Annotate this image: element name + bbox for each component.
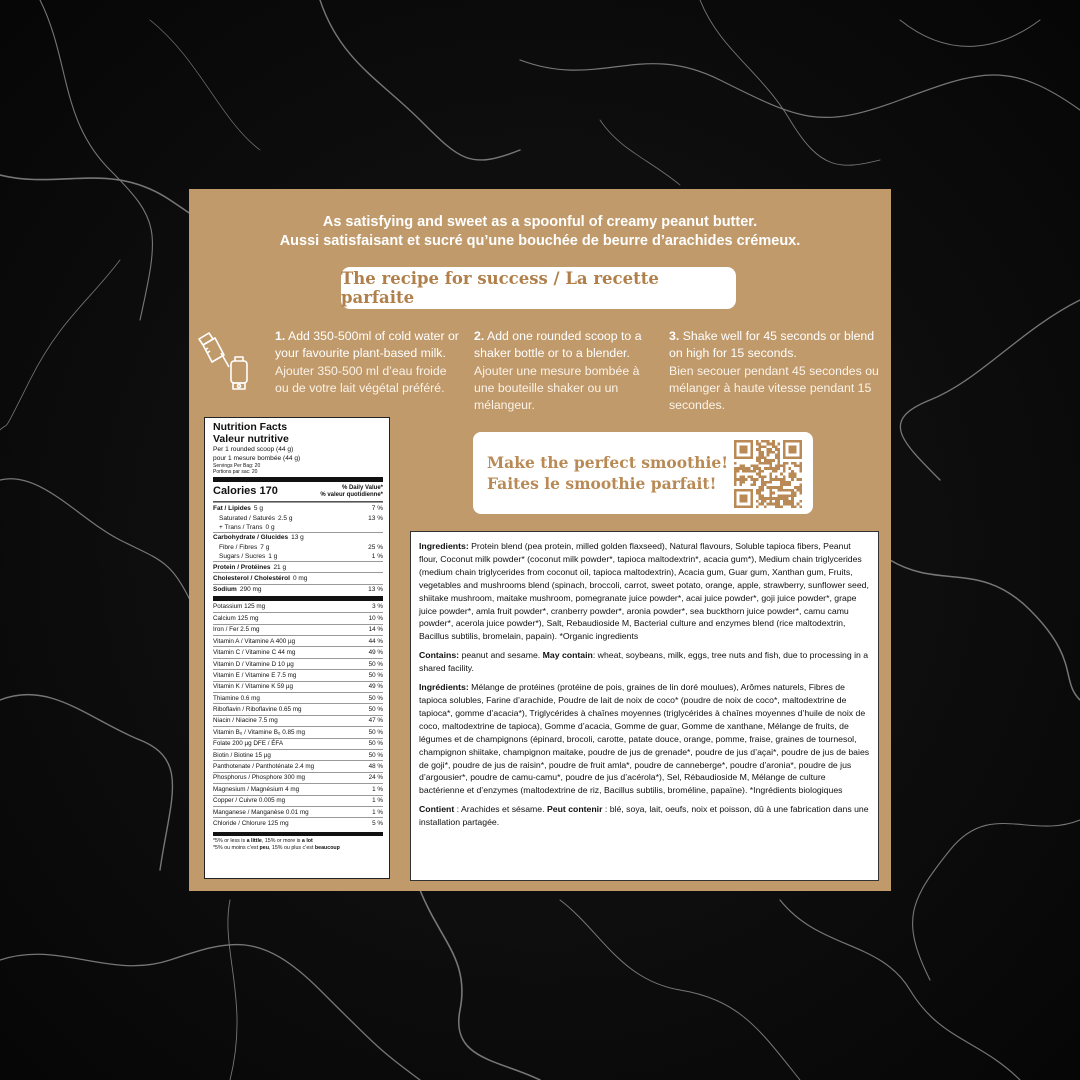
nutrient-amount: 13 g [291, 534, 304, 542]
peut-contenir-text: : blé, soya, lait, oeufs, noix et poisson, dû à une fabrication dans une installation partagée. [419, 804, 869, 828]
qr-code[interactable] [734, 440, 802, 508]
footnote-text: *5% ou moins c’est [213, 844, 260, 851]
step-3-en: Shake well for 45 seconds or blend on high for 15 seconds. [669, 329, 875, 360]
vitamin-label: Vitamin B₆ / Vitamine B₆ 0.85 mg [213, 728, 305, 736]
ingredients-en [419, 540, 870, 643]
vitamin-label: Chloride / Chlorure 125 mg [213, 820, 289, 827]
nutrition-title-en: Nutrition Facts [213, 421, 288, 433]
nutrient-amount: 5 g [253, 505, 263, 513]
nutrient-row-sodium [213, 584, 383, 595]
step-1 [275, 328, 460, 397]
vitamin-dv: 49 % [368, 649, 383, 657]
calories: Calories 170 [213, 485, 278, 498]
step-2-en: Add one rounded scoop to a shaker bottle or to a blender. [474, 329, 642, 360]
nutrient-label: Saturated / Saturés [219, 514, 276, 522]
vitamin-label: Magnesium / Magnésium 4 mg [213, 785, 300, 793]
nutrient-label: Carbohydrate / Glucides [213, 534, 289, 542]
vitamin-row [213, 772, 383, 783]
nutrition-title-fr: Valeur nutritive [213, 432, 289, 445]
footnote-text: *5% or less is [213, 837, 247, 844]
contains-text: peanut and sesame. [461, 650, 541, 661]
tagline [189, 213, 891, 251]
vitamin-row [213, 726, 383, 737]
daily-value-en: % Daily Value* [341, 485, 383, 492]
vitamin-label: Biotin / Biotine 15 µg [213, 751, 271, 759]
nutrient-dv: 1 % [371, 553, 383, 560]
tagline-fr: Aussi satisfaisant et sucré qu’une bouchée de beurre d’arachides crémeux. [279, 233, 801, 249]
vitamin-dv: 1 % [372, 785, 383, 793]
vitamin-dv: 1 % [372, 797, 383, 805]
nutrient-dv: 7 % [371, 505, 383, 513]
vitamin-dv: 14 % [368, 626, 383, 634]
nutrient-label: Protein / Protéines [213, 563, 271, 571]
nutrient-label: Fat / Lipides [213, 505, 251, 513]
contains-label: Contains: [419, 650, 460, 661]
nutrient-label: Cholesterol / Cholestérol [213, 574, 290, 582]
footnote-bold: peu [259, 844, 269, 851]
serving-size-fr: pour 1 mesure bombée (44 g) [213, 455, 301, 463]
vitamin-row [213, 612, 383, 623]
vitamin-label: Riboflavin / Riboflavine 0.65 mg [213, 706, 302, 714]
vitamin-row [213, 783, 383, 794]
vitamin-dv: 50 % [368, 694, 383, 702]
vitamin-row [213, 692, 383, 703]
vitamin-row [213, 760, 383, 771]
vitamin-dv: 10 % [368, 614, 383, 622]
vitamin-dv: 50 % [368, 728, 383, 736]
nutrition-facts-table [204, 417, 390, 879]
vitamin-row [213, 681, 383, 692]
nutrient-dv: 13 % [368, 514, 383, 522]
tagline-en: As satisfying and sweet as a spoonful of creamy peanut butter. [322, 214, 758, 230]
vitamin-label: Phosphorus / Phosphore 300 mg [213, 774, 306, 782]
step-1-fr: Ajouter 350-500 ml d’eau froide ou de votre lait végétal préféré. [275, 364, 447, 395]
allergens-en [419, 649, 870, 675]
vitamin-label: Vitamin D / Vitamine D 10 µg [213, 660, 294, 668]
vitamin-label: Folate 200 µg DFE / ÉFA [213, 740, 284, 748]
nutrient-row-fat [213, 502, 383, 513]
footnote-text: , 15% ou plus c’est [268, 844, 315, 851]
vitamin-label: Potassium 125 mg [213, 603, 266, 611]
step-3 [669, 328, 883, 414]
ingredients-fr [419, 681, 870, 797]
nutrient-row-cholesterol [213, 572, 383, 583]
vitamin-dv: 50 % [368, 671, 383, 679]
nutrient-dv: 25 % [368, 544, 383, 551]
nutrient-amount: 2.5 g [278, 514, 293, 522]
vitamin-dv: 1 % [372, 808, 383, 816]
nutrient-amount: 7 g [260, 544, 270, 551]
nutrient-label: + Trans / Trans [219, 523, 263, 531]
smoothie-line-fr: Faites le smoothie parfait! [487, 474, 717, 493]
nutrient-row-protein [213, 561, 383, 572]
product-panel [189, 189, 891, 891]
vitamin-label: Copper / Cuivre 0.005 mg [213, 797, 286, 805]
nutrient-amount: 290 mg [239, 586, 262, 594]
vitamin-dv: 5 % [372, 820, 383, 827]
ingredients-fr-label: Ingrédients: [419, 682, 469, 693]
servings-fr: Portions par sac: 20 [213, 469, 258, 476]
vitamin-row [213, 624, 383, 635]
vitamin-row [213, 749, 383, 760]
vitamin-label: Manganese / Manganèse 0.01 mg [213, 808, 309, 816]
vitamin-label: Vitamin A / Vitamine A 400 µg [213, 637, 296, 645]
vitamin-label: Vitamin K / Vitamine K 59 µg [213, 683, 294, 691]
vitamin-dv: 47 % [368, 717, 383, 725]
vitamin-label: Vitamin E / Vitamine E 7.5 mg [213, 671, 297, 679]
vitamin-label: Thiamine 0.6 mg [213, 694, 260, 702]
nutrient-row-carbohydrate [213, 532, 383, 543]
nutrient-amount: 0 g [265, 523, 275, 531]
footnote-bold: a lot [301, 837, 313, 844]
smoothie-banner [473, 432, 813, 514]
vitamin-label: Iron / Fer 2.5 mg [213, 626, 260, 634]
step-2-fr: Ajouter une mesure bombée à une bouteille shaker ou un mélangeur. [474, 364, 640, 412]
nutrient-dv: 13 % [368, 586, 383, 594]
nutrient-row-sugars [213, 552, 383, 561]
vitamin-dv: 50 % [368, 740, 383, 748]
nutrient-row-saturated [213, 514, 383, 523]
allergens-fr [419, 803, 870, 829]
smoothie-line-en: Make the perfect smoothie! [487, 453, 729, 472]
ingredients-en-label: Ingredients: [419, 541, 469, 551]
vitamin-label: Niacin / Niacine 7.5 mg [213, 717, 278, 725]
may-contain-text: : wheat, soybeans, milk, eggs, tree nuts and fish, due to processing in a shared facility. [419, 650, 869, 674]
vitamin-row [213, 646, 383, 657]
step-1-en: Add 350-500ml of cold water or your favourite plant-based milk. [275, 329, 459, 360]
ingredients-fr-text: Mélange de protéines (protéine de pois, graines de lin doré moulues), Arômes naturels, Fibres de tapioca solubles, Farine d’arachide, Poudre de lait de noix de coco* (poudre de noix de coco*, maltodextrine de tapioca*, gomme d’acacia*), Triglycérides à chaînes moyennes (triglycérides à chaînes moyennes d’huile de noix de coco, maltodextrine de tapioca), Gomme d’acacia, Gomme de guar, Gomme de xanthane, Mélange de fruits, de légumes et de champignons (épinard, brocoli, carotte, patate douce, orange, pomme, fraise, graines de tournesol, champignon shiitake, champignon maitake, poudre de jus de grenade*, poudre de jus d’açai*, poudre de jus de baies de goji*, poudre de jus de raisin*, poudre de fruit amla*, poudre de canneberge*, poudre d’aronia*, poudre de jus d’argousier*, poudre de camu-camu*, poudre de jus d’acérola*), Sel, Rébaudioside M, Mélange de culture bactérienne et d’enzymes (maltodextrine de riz, Bacillus subtilis, broméline, papaïne). *Ingrédients biologiques [419, 682, 870, 796]
contient-label: Contient [419, 804, 455, 815]
vitamin-label: Vitamin C / Vitamine C 44 mg [213, 649, 296, 657]
vitamin-row [213, 715, 383, 726]
vitamin-label: Calcium 125 mg [213, 614, 259, 622]
nutrient-row-trans [213, 523, 383, 532]
vitamin-row [213, 806, 383, 817]
vitamin-row [213, 738, 383, 749]
vitamin-dv: 49 % [368, 683, 383, 691]
vitamin-row [213, 795, 383, 806]
footnote-bold: beaucoup [314, 844, 340, 851]
serving-size-en: Per 1 rounded scoop (44 g) [213, 446, 294, 453]
vitamin-dv: 3 % [372, 603, 383, 611]
may-contain-label: May contain [542, 650, 593, 661]
peut-contenir-label: Peut contenir [546, 804, 603, 815]
step-1-number: 1. [275, 329, 286, 343]
recipe-title-badge [341, 267, 736, 309]
vitamin-row [213, 658, 383, 669]
ingredients-en-text: Protein blend (pea protein, milled golden flaxseed), Natural flavours, Soluble tapioca fibers, Peanut flour, Coconut milk powder* (coconut milk powder*, tapioca maltodextrin*, acacia gum*), Medium chain triglycerides (medium chain triglycerides from coconut oil, tapioca maltodextrin), Acacia gum, Guar gum, Xanthan gum, Fruits, vegetables and mushrooms blend (spinach, broccoli, carrot, sweet potato, orange, apple, strawberry, sunflower seed, shiitake mushroom, maitake mushroom, pomegranate juice powder*, acai juice powder*, goji juice powder*, grape juice powder*, amla fruit powder*, cranberry powder*, aronia powder*, sea buckthorn juice powder*, camu camu powder*, acerola juice powder*), Salt, Rebaudioside M, Bacterial culture and enzymes blend (rice maltodextrin, Bacillus subtilis, bromelain, papain). *Organic ingredients [419, 541, 869, 642]
vitamin-dv: 50 % [368, 706, 383, 714]
nutrient-amount: 1 g [268, 553, 278, 560]
ingredients-box [410, 531, 879, 881]
recipe-title: The recipe for success / La recette parfaite [341, 269, 659, 307]
daily-value-fr: % valeur quotidienne* [320, 492, 383, 499]
footnote-text: , 15% or more is [261, 837, 302, 844]
footnote-bold: a little [246, 837, 262, 844]
vitamin-row [213, 703, 383, 714]
nutrient-label: Sodium [213, 586, 237, 594]
vitamin-dv: 50 % [368, 660, 383, 668]
nutrition-footnote [213, 832, 383, 852]
contient-text: : Arachides et sésame. [456, 804, 545, 815]
step-3-fr: Bien secouer pendant 45 secondes ou mélanger à haute vitesse pendant 15 secondes. [669, 364, 879, 412]
vitamin-label: Panthotenate / Panthoténate 2.4 mg [213, 763, 315, 771]
shaker-blender-icon [191, 325, 261, 395]
calories-row [213, 484, 383, 501]
step-3-number: 3. [669, 329, 680, 343]
nutrient-amount: 0 mg [292, 574, 308, 582]
vitamin-row [213, 601, 383, 612]
vitamin-row [213, 669, 383, 680]
vitamin-dv: 50 % [368, 751, 383, 759]
nutrient-label: Sugars / Sucres [219, 553, 266, 560]
vitamin-row [213, 635, 383, 646]
step-2 [474, 328, 644, 414]
nutrient-label: Fibre / Fibres [219, 544, 258, 551]
vitamin-list [213, 601, 383, 829]
vitamin-dv: 48 % [368, 763, 383, 771]
vitamin-row [213, 817, 383, 828]
step-2-number: 2. [474, 329, 485, 343]
servings-en: Servings Per Bag: 20 [213, 463, 261, 470]
nutrient-amount: 21 g [273, 563, 287, 571]
vitamin-dv: 24 % [368, 774, 383, 782]
nutrient-row-fibre [213, 543, 383, 552]
vitamin-dv: 44 % [368, 637, 383, 645]
